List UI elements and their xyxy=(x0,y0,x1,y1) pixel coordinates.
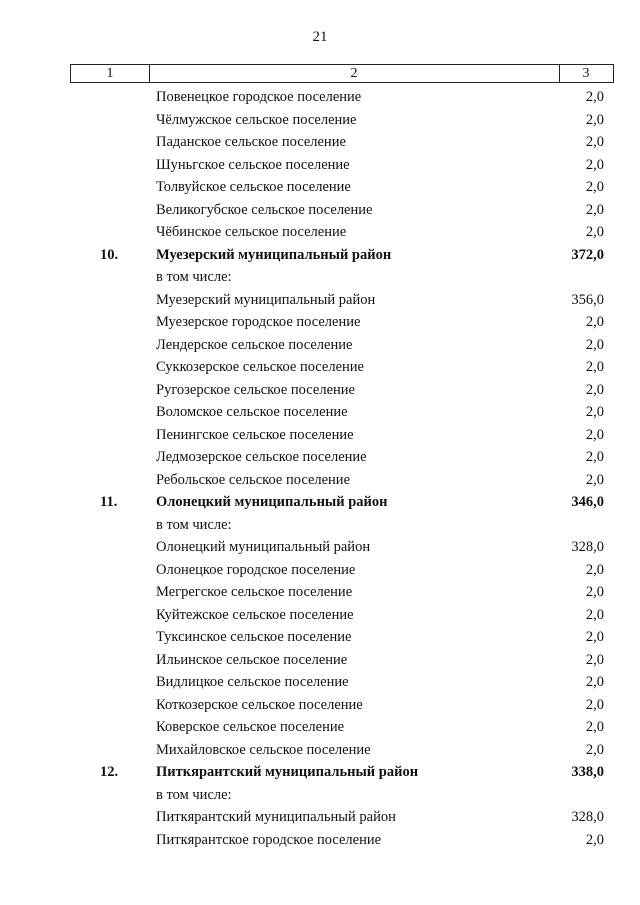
table-row xyxy=(0,671,640,694)
district-total-row xyxy=(0,761,640,784)
table-row xyxy=(0,199,640,222)
table-row xyxy=(0,356,640,379)
row-name: Коткозерское сельское поселение xyxy=(156,696,363,713)
row-name: Паданское сельское поселение xyxy=(156,134,346,150)
row-name: Видлицкое сельское поселение xyxy=(156,674,349,690)
table-row xyxy=(0,716,640,739)
row-name: Великогубское сельское поселение xyxy=(156,201,373,218)
table-row xyxy=(0,424,640,447)
table-row xyxy=(0,334,640,357)
row-name: в том числе: xyxy=(156,786,232,803)
row-name: Ребольское сельское поселение xyxy=(156,471,351,488)
row-name: Муезерский муниципальный район xyxy=(156,246,392,263)
row-name: Михайловское сельское поселение xyxy=(156,741,371,758)
row-name: Олонецкое городское поселение xyxy=(156,561,356,578)
row-value: 2,0 xyxy=(585,629,604,645)
district-total-row xyxy=(0,491,640,514)
row-name: Чёбинское сельское поселение xyxy=(156,224,347,240)
table-row xyxy=(0,401,640,424)
row-value: 2,0 xyxy=(585,111,604,128)
table-header xyxy=(70,64,614,83)
row-value: 2,0 xyxy=(585,471,604,488)
row-name: Повенецкое городское поселение xyxy=(156,89,362,105)
row-number: 11. xyxy=(100,494,118,510)
row-name: Муезерский муниципальный район xyxy=(156,291,376,308)
row-value: 2,0 xyxy=(585,156,604,173)
row-name: Питкярантское городское поселение xyxy=(156,831,382,848)
row-value: 2,0 xyxy=(585,224,604,240)
table-row xyxy=(0,536,640,559)
table-row xyxy=(0,131,640,154)
row-value: 2,0 xyxy=(585,651,604,668)
row-value: 2,0 xyxy=(585,426,604,443)
row-name: Чёлмужское сельское поселение xyxy=(156,111,357,128)
row-value: 2,0 xyxy=(585,134,604,150)
row-name: в том числе: xyxy=(156,269,232,285)
table-row xyxy=(0,289,640,312)
row-value: 2,0 xyxy=(585,336,604,353)
row-value: 2,0 xyxy=(585,449,604,465)
district-total-row xyxy=(0,244,640,267)
table-row xyxy=(0,829,640,852)
row-value: 338,0 xyxy=(571,764,604,780)
table-row xyxy=(0,739,640,762)
table-row xyxy=(0,784,640,807)
table-row xyxy=(0,626,640,649)
row-name: Куйтежское сельское поселение xyxy=(156,606,354,623)
table-row xyxy=(0,514,640,537)
row-value: 2,0 xyxy=(585,831,604,848)
row-value: 2,0 xyxy=(585,719,604,735)
table-row xyxy=(0,446,640,469)
page-number: 21 xyxy=(312,29,328,45)
row-name: Ильинское сельское поселение xyxy=(156,651,348,668)
column-header-1: 1 xyxy=(71,65,150,82)
row-value: 2,0 xyxy=(585,606,604,623)
row-name: Ругозерское сельское поселение xyxy=(156,381,355,398)
table-row xyxy=(0,649,640,672)
row-value: 2,0 xyxy=(585,561,604,578)
row-value: 2,0 xyxy=(585,381,604,398)
row-value: 2,0 xyxy=(585,179,604,195)
column-header-2: 2 xyxy=(149,65,560,82)
row-value: 2,0 xyxy=(585,201,604,218)
row-name: в том числе: xyxy=(156,516,232,533)
row-name: Олонецкий муниципальный район xyxy=(156,539,371,555)
row-name: Толвуйское сельское поселение xyxy=(156,179,351,195)
table-row xyxy=(0,221,640,244)
row-number: 12. xyxy=(100,764,119,780)
table-row xyxy=(0,604,640,627)
row-value: 2,0 xyxy=(585,404,604,420)
table-body xyxy=(0,86,640,851)
row-value: 2,0 xyxy=(585,674,604,690)
row-name: Мегрегское сельское поселение xyxy=(156,584,353,600)
row-name: Пенингское сельское поселение xyxy=(156,426,354,443)
table-row xyxy=(0,176,640,199)
row-value: 2,0 xyxy=(585,696,604,713)
row-name: Коверское сельское поселение xyxy=(156,719,345,735)
table-row xyxy=(0,86,640,109)
table-row xyxy=(0,154,640,177)
row-name: Муезерское городское поселение xyxy=(156,314,361,330)
row-name: Питкярантский муниципальный район xyxy=(156,809,396,825)
row-value: 372,0 xyxy=(571,246,604,263)
row-value: 346,0 xyxy=(571,494,604,510)
row-value: 2,0 xyxy=(585,359,604,375)
table-row xyxy=(0,559,640,582)
row-name: Туксинское сельское поселение xyxy=(156,629,352,645)
table-row xyxy=(0,266,640,289)
row-name: Питкярантский муниципальный район xyxy=(156,764,419,780)
table-row xyxy=(0,806,640,829)
column-header-3: 3 xyxy=(582,66,590,81)
table-row xyxy=(0,109,640,132)
table-row xyxy=(0,469,640,492)
row-name: Шуньгское сельское поселение xyxy=(156,156,350,173)
row-name: Ледмозерское сельское поселение xyxy=(156,449,367,465)
row-value: 328,0 xyxy=(571,809,604,825)
table-row xyxy=(0,694,640,717)
row-name: Олонецкий муниципальный район xyxy=(156,494,388,510)
row-number: 10. xyxy=(100,246,119,263)
table-row xyxy=(0,311,640,334)
row-value: 328,0 xyxy=(571,539,604,555)
table-row xyxy=(0,581,640,604)
row-value: 2,0 xyxy=(585,89,604,105)
row-value: 356,0 xyxy=(571,291,604,308)
table-row xyxy=(0,379,640,402)
row-name: Воломское сельское поселение xyxy=(156,404,348,420)
row-name: Суккозерское сельское поселение xyxy=(156,359,364,375)
row-name: Лендерское сельское поселение xyxy=(156,336,353,353)
row-value: 2,0 xyxy=(585,584,604,600)
row-value: 2,0 xyxy=(585,741,604,758)
row-value: 2,0 xyxy=(585,314,604,330)
